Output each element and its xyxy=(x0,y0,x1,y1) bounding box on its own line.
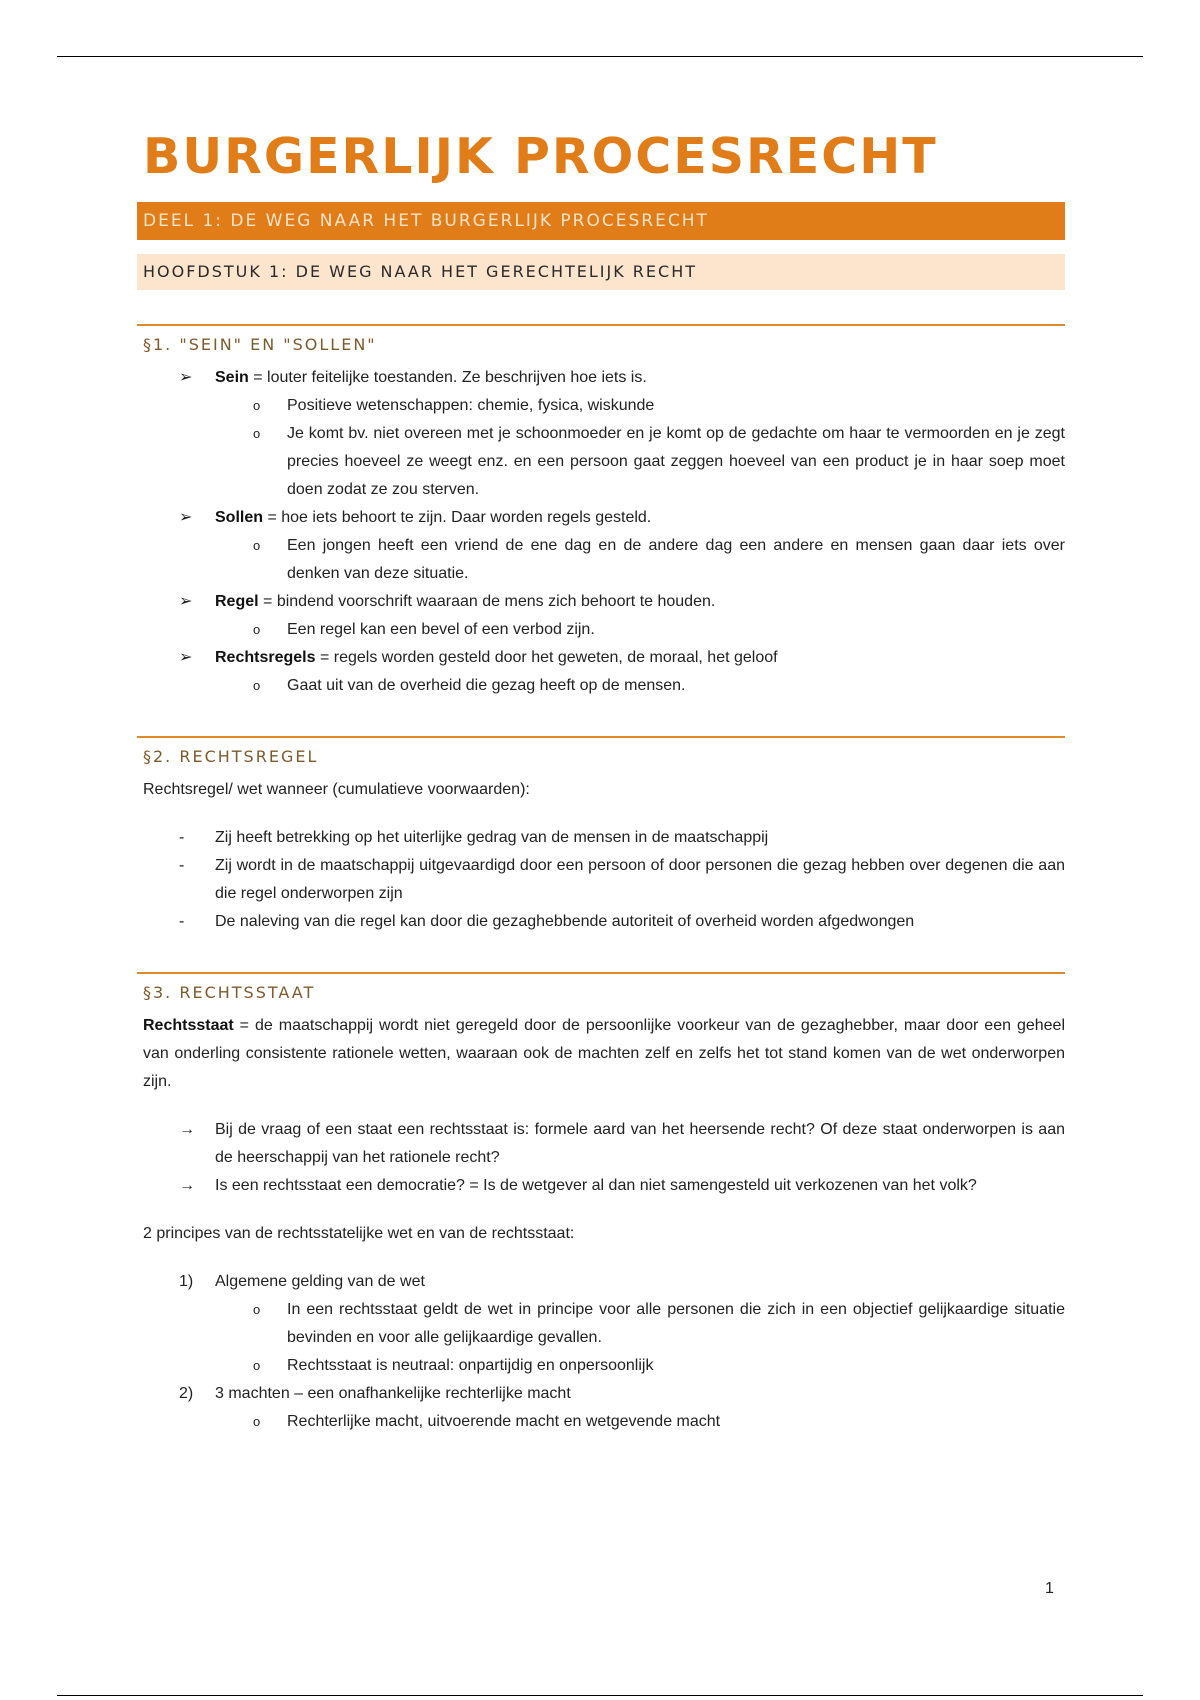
definition-rechtsregels: = regels worden gesteld door het geweten, de moraal, het geloof xyxy=(315,648,778,666)
sub-item-text: Rechterlijke macht, uitvoerende macht en wetgevende macht xyxy=(287,1412,721,1430)
list-number: 1) xyxy=(179,1272,194,1290)
arrow-item xyxy=(137,1172,1065,1200)
list-item-sollen xyxy=(137,504,1065,532)
list-item xyxy=(137,852,1065,908)
chapter-heading: HOOFDSTUK 1: DE WEG NAAR HET GERECHTELIJK RECHT xyxy=(137,254,1065,290)
principle-item xyxy=(137,1380,1065,1408)
circle-bullet-icon: o xyxy=(253,677,261,693)
circle-bullet-icon: o xyxy=(253,537,261,553)
sub-item xyxy=(137,616,1065,644)
principles-intro: 2 principes van de rechtsstatelijke wet en van de rechtsstaat: xyxy=(143,1224,575,1242)
sub-item xyxy=(137,672,1065,700)
circle-bullet-icon: o xyxy=(253,425,261,441)
section-3-definition xyxy=(137,1012,1065,1096)
page-bottom-rule xyxy=(57,1695,1143,1696)
list-item-regel xyxy=(137,588,1065,616)
circle-bullet-icon: o xyxy=(253,1413,261,1429)
principle-label: Algemene gelding van de wet xyxy=(215,1272,425,1290)
sub-item xyxy=(137,420,1065,504)
section-3-heading: §3. RECHTSSTAAT xyxy=(137,972,1065,1002)
list-item xyxy=(137,824,1065,852)
page-top-rule xyxy=(57,56,1143,57)
term-regel: Regel xyxy=(215,592,259,610)
definition-rechtsstaat: = de maatschappij wordt niet geregeld door de persoonlijke voorkeur van de gezaghebber, maar door een geheel van onderling consistente rationele wetten, waaraan ook de machten zelf en zelfs het tot stand komen van de wet onderworpen zijn. xyxy=(143,1016,1065,1090)
document-body xyxy=(137,130,1065,1436)
principle-label: 3 machten – een onafhankelijke rechterlijke macht xyxy=(215,1384,571,1402)
sub-item-text: Een jongen heeft een vriend de ene dag en de andere dag een andere en mensen gaan daar iets over denken van deze situatie. xyxy=(287,536,1065,582)
section-2-intro: Rechtsregel/ wet wanneer (cumulatieve voorwaarden): xyxy=(143,780,530,798)
definition-sollen: = hoe iets behoort te zijn. Daar worden regels gesteld. xyxy=(263,508,652,526)
dash-bullet-icon: - xyxy=(179,912,185,930)
part-heading: DEEL 1: DE WEG NAAR HET BURGERLIJK PROCESRECHT xyxy=(137,202,1065,240)
dash-bullet-icon: - xyxy=(179,856,185,874)
list-number: 2) xyxy=(179,1384,194,1402)
right-arrow-icon: → xyxy=(179,1120,195,1138)
arrowhead-bullet-icon: ➢ xyxy=(179,592,193,610)
list-item-text: Zij heeft betrekking op het uiterlijke gedrag van de mensen in de maatschappij xyxy=(215,828,769,846)
list-item-sein xyxy=(137,364,1065,392)
sub-item xyxy=(137,1408,1065,1436)
section-2-list xyxy=(137,824,1065,936)
arrowhead-bullet-icon: ➢ xyxy=(179,648,193,666)
section-3-arrow-list xyxy=(137,1116,1065,1200)
list-item-text: De naleving van die regel kan door die gezaghebbende autoriteit of overheid worden afgedwongen xyxy=(215,912,915,930)
sub-item-text: Een regel kan een bevel of een verbod zijn. xyxy=(287,620,595,638)
arrow-item xyxy=(137,1116,1065,1172)
dash-bullet-icon: - xyxy=(179,828,185,846)
arrowhead-bullet-icon: ➢ xyxy=(179,368,193,386)
sub-item xyxy=(137,1296,1065,1352)
section-1-list xyxy=(137,364,1065,700)
sub-item xyxy=(137,532,1065,588)
sub-item-text: Je komt bv. niet overeen met je schoonmoeder en je komt op de gedachte om haar te vermoorden en je zegt precies hoeveel ze weegt enz. en een persoon gaat zeggen hoeveel van een product je in haar soep moet doen zodat ze zou sterven. xyxy=(287,424,1065,498)
arrow-item-text: Bij de vraag of een staat een rechtsstaat is: formele aard van het heersende recht? Of deze staat onderworpen is aan de heerschappij van het rationele recht? xyxy=(215,1120,1065,1166)
page-number: 1 xyxy=(1045,1580,1054,1597)
section-1-heading: §1. "SEIN" EN "SOLLEN" xyxy=(137,324,1065,354)
circle-bullet-icon: o xyxy=(253,1357,261,1373)
list-item-rechtsregels xyxy=(137,644,1065,672)
right-arrow-icon: → xyxy=(179,1176,195,1194)
definition-sein: = louter feitelijke toestanden. Ze beschrijven hoe iets is. xyxy=(248,368,647,386)
sub-item xyxy=(137,392,1065,420)
term-sollen: Sollen xyxy=(215,508,264,526)
principle-item xyxy=(137,1268,1065,1296)
sub-item xyxy=(137,1352,1065,1380)
term-sein: Sein xyxy=(215,368,249,386)
sub-item-text: Gaat uit van de overheid die gezag heeft op de mensen. xyxy=(287,676,686,694)
list-item-text: Zij wordt in de maatschappij uitgevaardigd door een persoon of door personen die gezag hebben over degenen die aan die regel onderworpen zijn xyxy=(215,856,1065,902)
sub-item-text: In een rechtsstaat geldt de wet in principe voor alle personen die zich in een objectief gelijkaardige situatie bevinden en voor alle gelijkaardige gevallen. xyxy=(287,1300,1065,1346)
definition-regel: = bindend voorschrift waaraan de mens zich behoort te houden. xyxy=(258,592,716,610)
arrowhead-bullet-icon: ➢ xyxy=(179,508,193,526)
circle-bullet-icon: o xyxy=(253,1301,261,1317)
circle-bullet-icon: o xyxy=(253,397,261,413)
principles-list xyxy=(137,1268,1065,1436)
arrow-item-text: Is een rechtsstaat een democratie? = Is de wetgever al dan niet samengesteld uit verkozenen van het volk? xyxy=(215,1176,977,1194)
term-rechtsregels: Rechtsregels xyxy=(215,648,316,666)
section-2-heading: §2. RECHTSREGEL xyxy=(137,736,1065,766)
sub-item-text: Rechtsstaat is neutraal: onpartijdig en onpersoonlijk xyxy=(287,1356,654,1374)
circle-bullet-icon: o xyxy=(253,621,261,637)
sub-item-text: Positieve wetenschappen: chemie, fysica, wiskunde xyxy=(287,396,655,414)
document-title: BURGERLIJK PROCESRECHT xyxy=(143,128,938,185)
list-item xyxy=(137,908,1065,936)
term-rechtsstaat: Rechtsstaat xyxy=(143,1016,234,1034)
